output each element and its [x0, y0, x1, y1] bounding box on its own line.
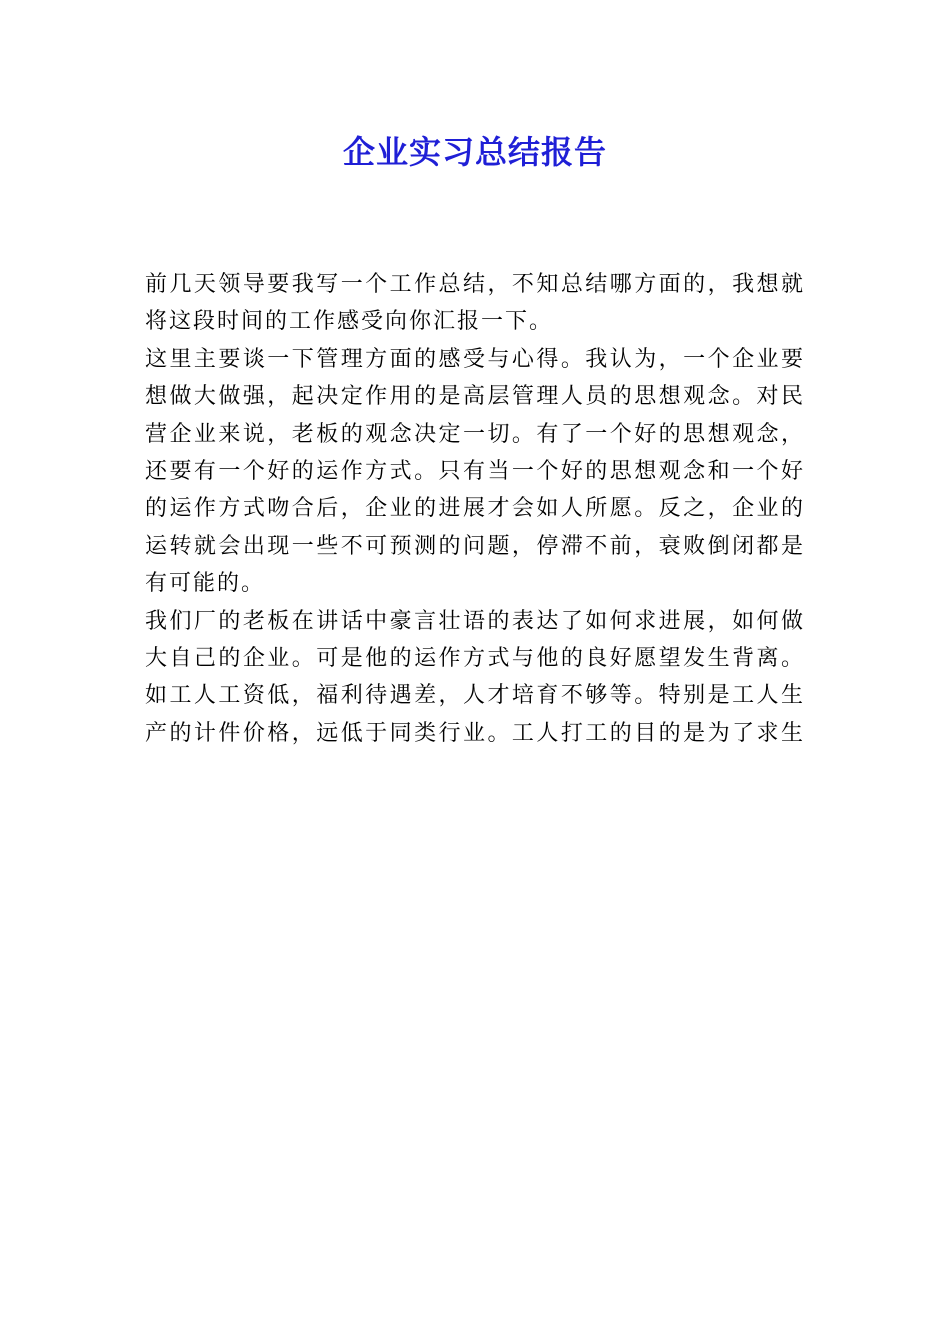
text-line: 产的计件价格，远低于同类行业。工人打工的目的是为了求生 — [145, 720, 805, 746]
text-line: 运转就会出现一些不可预测的问题，停滞不前，衰败倒闭都是 — [145, 533, 805, 559]
paragraph-3 — [145, 603, 805, 753]
paragraph-2 — [145, 341, 805, 603]
text-line: 如工人工资低，福利待遇差，人才培育不够等。特别是工人生 — [145, 683, 805, 709]
text-line: 还要有一个好的运作方式。只有当一个好的思想观念和一个好 — [145, 458, 805, 484]
text-line: 前几天领导要我写一个工作总结，不知总结哪方面的，我想就 — [145, 272, 805, 297]
text-line: 这里主要谈一下管理方面的感受与心得。我认为，一个企业要 — [145, 346, 805, 372]
document-title: 企业实习总结报告 — [342, 133, 607, 171]
text-line: 我们厂的老板在讲话中豪言壮语的表达了如何求进展，如何做 — [145, 608, 805, 634]
text-line: 营企业来说，老板的观念决定一切。有了一个好的思想观念， — [145, 421, 805, 447]
text-line: 大自己的企业。可是他的运作方式与他的良好愿望发生背离。 — [145, 645, 805, 671]
text-line: 有可能的。 — [145, 571, 266, 597]
text-line: 的运作方式吻合后，企业的进展才会如人所愿。反之，企业的 — [145, 496, 805, 522]
paragraph-1 — [145, 266, 805, 341]
text-line: 想做大做强，起决定作用的是高层管理人员的思想观念。对民 — [145, 384, 805, 410]
text-line: 将这段时间的工作感受向你汇报一下。 — [145, 309, 554, 335]
document-body — [145, 266, 805, 752]
